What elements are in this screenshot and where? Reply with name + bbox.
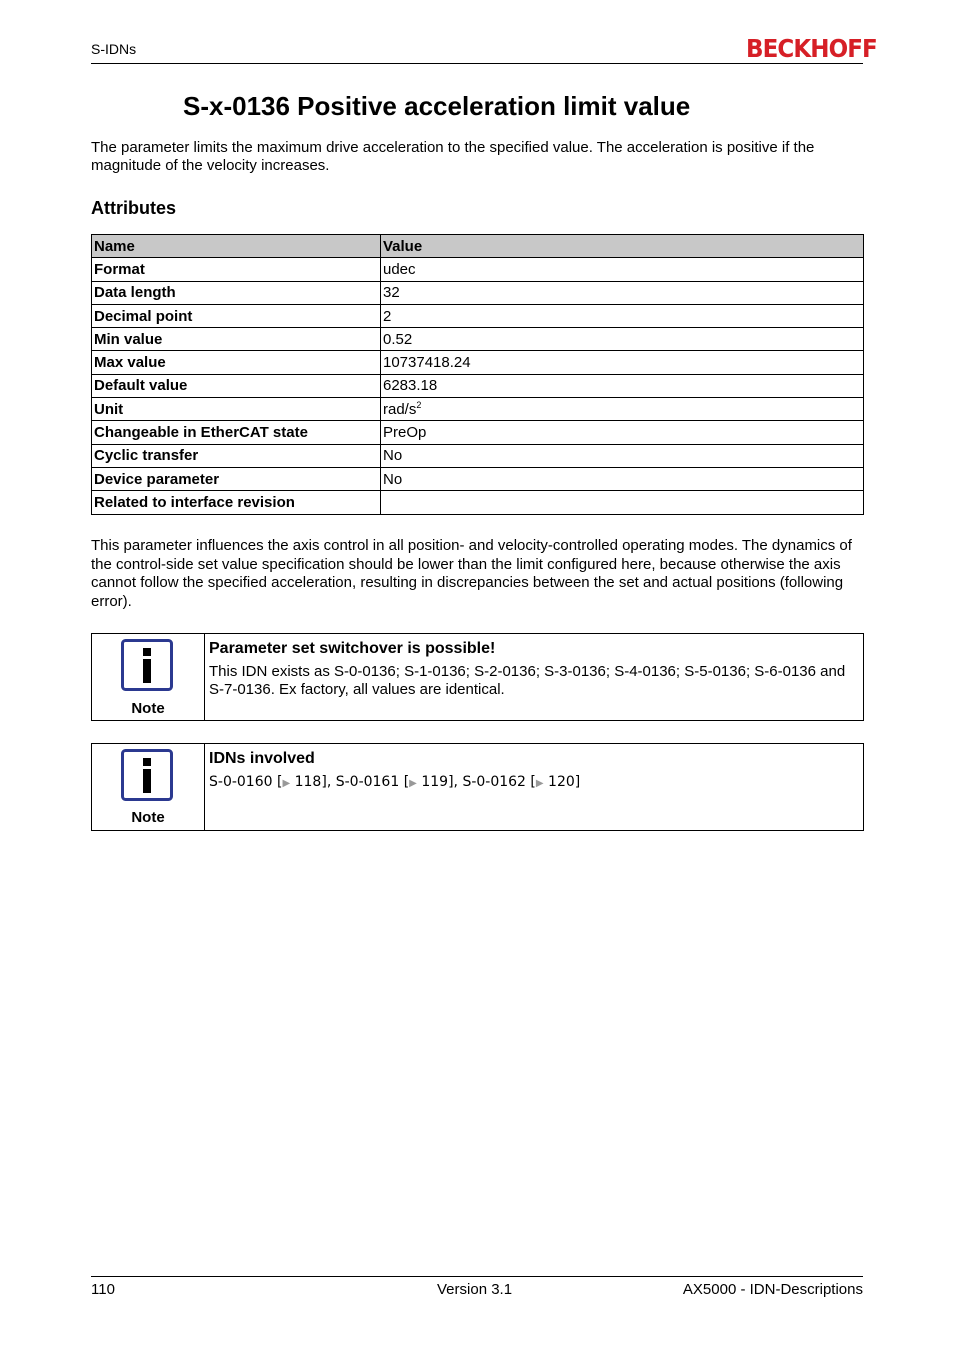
- table-row: [92, 467, 864, 490]
- info-icon: [121, 749, 173, 801]
- table-row: [92, 281, 864, 304]
- idn-link[interactable]: S-0-0161 [▶ 119]: [335, 774, 454, 790]
- influence-paragraph: This parameter influences the axis control in all position- and velocity-controlled operating modes. The dynamics of the control-side set value specification should be lower than the limit configured here, because otherwise the axis cannot follow the specified acceleration, resulting in discrepancies between the set and actual positions (following error).: [91, 537, 852, 610]
- info-icon: [121, 639, 173, 691]
- attr-value: 32: [381, 281, 864, 304]
- footer-rule: [91, 1276, 863, 1277]
- footer-version: Version 3.1: [437, 1281, 513, 1298]
- attr-value: [381, 491, 864, 514]
- table-row: [92, 398, 864, 421]
- attr-value: 2: [381, 304, 864, 327]
- attr-name: Max value: [92, 351, 381, 374]
- unit-superscript: 2: [416, 400, 422, 411]
- attr-value: 6283.18: [381, 374, 864, 397]
- table-row: [92, 444, 864, 467]
- attr-value-cell: [381, 398, 864, 421]
- attr-name: Decimal point: [92, 304, 381, 327]
- idn-link[interactable]: S-0-0160 [▶ 118]: [209, 774, 327, 790]
- footer-page-number: 110: [91, 1281, 115, 1298]
- attr-name: Data length: [92, 281, 381, 304]
- attr-name: Default value: [92, 374, 381, 397]
- attr-value: rad/s: [383, 401, 417, 419]
- note-icon-cell: [92, 744, 205, 830]
- attr-value: 0.52: [381, 328, 864, 351]
- note-text: This IDN exists as S-0-0136; S-1-0136; S-2-0136; S-3-0136; S-4-0136; S-5-0136; S-6-0136 and S-7-0136. Ex factory, all values are identical.: [209, 663, 846, 698]
- attr-name: Format: [92, 258, 381, 281]
- note-box-switchover: [91, 633, 864, 721]
- table-row: [92, 304, 864, 327]
- intro-paragraph: The parameter limits the maximum drive acceleration to the specified value. The acceleration is positive if the magnitude of the velocity increases.: [91, 139, 815, 174]
- note-icon-cell: [92, 634, 205, 720]
- attr-name: Changeable in EtherCAT state: [92, 421, 381, 444]
- link-arrow-icon: ▶: [282, 778, 291, 789]
- note-label: Note: [131, 700, 165, 717]
- page-title: S-x-0136 Positive acceleration limit value: [183, 91, 691, 121]
- idn-links: S-0-0160 [▶ 118], S-0-0161 [▶ 119], S-0-0162 [▶ 120]: [209, 774, 581, 790]
- attr-name: Cyclic transfer: [92, 444, 381, 467]
- attr-name: Min value: [92, 328, 381, 351]
- header-rule: [91, 63, 863, 64]
- note-content: [205, 634, 863, 720]
- attr-name: Related to interface revision: [92, 491, 381, 514]
- attr-value: No: [381, 467, 864, 490]
- table-row: [92, 328, 864, 351]
- table-row: [92, 258, 864, 281]
- header-section-label: S-IDNs: [91, 41, 137, 57]
- idn-link[interactable]: S-0-0162 [▶ 120]: [462, 774, 581, 790]
- footer-doc-title: AX5000 - IDN-Descriptions: [682, 1281, 863, 1298]
- attr-value: 10737418.24: [381, 351, 864, 374]
- note-box-idns-involved: [91, 743, 864, 831]
- attributes-heading: Attributes: [91, 198, 176, 218]
- attr-name: Device parameter: [92, 467, 381, 490]
- link-arrow-icon: ▶: [535, 778, 544, 789]
- table-row: [92, 374, 864, 397]
- note-label: Note: [131, 809, 165, 826]
- column-header-name: Name: [92, 235, 381, 258]
- table-header-row: [92, 235, 864, 258]
- attr-value: No: [381, 444, 864, 467]
- attributes-table: [91, 234, 864, 515]
- attr-value: PreOp: [381, 421, 864, 444]
- link-arrow-icon: ▶: [409, 778, 417, 789]
- note-title: IDNs involved: [209, 750, 315, 767]
- beckhoff-logo: BECKHOFF: [746, 34, 877, 63]
- attr-name: Unit: [92, 398, 381, 421]
- column-header-value: Value: [381, 235, 864, 258]
- attr-value: udec: [381, 258, 864, 281]
- table-row: [92, 421, 864, 444]
- table-row: [92, 351, 864, 374]
- table-row: [92, 491, 864, 514]
- note-title: Parameter set switchover is possible!: [209, 640, 496, 657]
- note-content: [205, 744, 863, 830]
